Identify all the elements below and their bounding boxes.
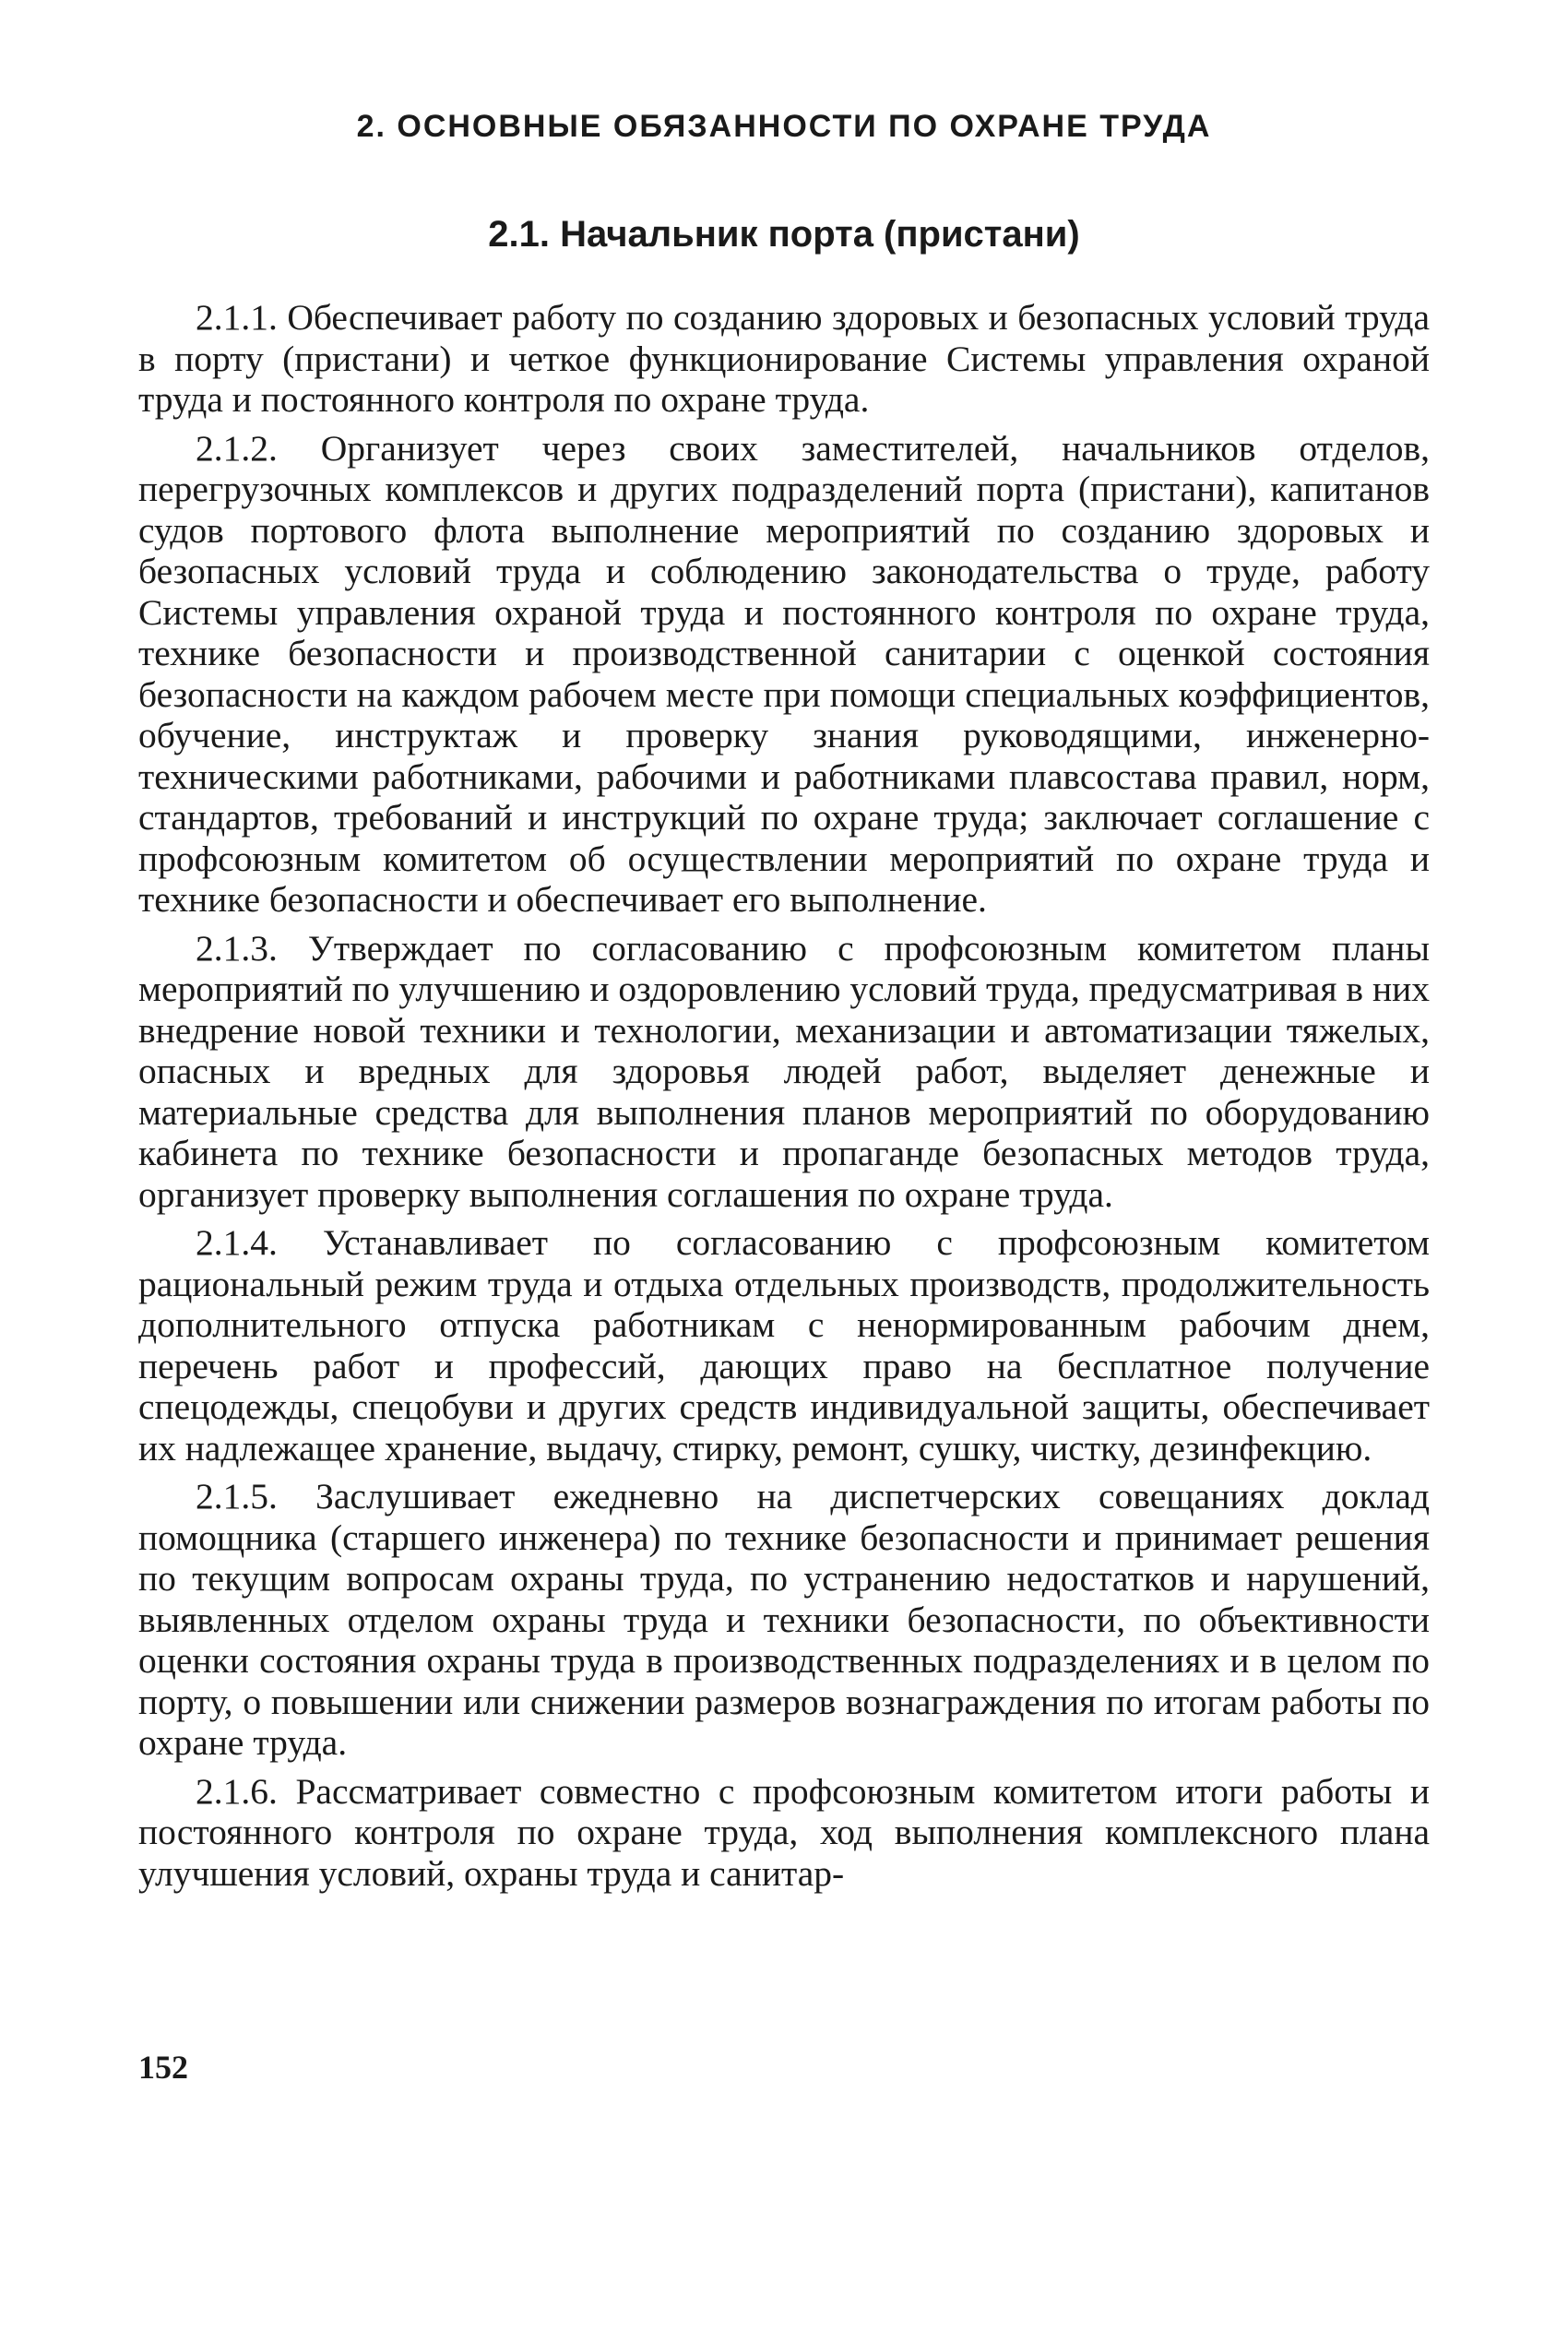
paragraph-2-1-3: 2.1.3. Утверждает по согласованию с профсоюзным комитетом планы мероприятий по улучшению и оздоровлению условий труда, предусматривая в них внедрение новой техники и технологии, механизации и автоматизации тяжелых, опасных и вредных для здоровья людей работ, выделяет денежные и материальные средства для выполнения планов мероприятий по оборудованию кабинета по технике безопасности и пропаганде безопасных методов труда, организует проверку выполнения соглашения по охране труда. <box>138 927 1430 1215</box>
paragraph-2-1-4: 2.1.4. Устанавливает по согласованию с профсоюзным комитетом рациональный режим труда и отдыха отдельных производств, продолжительность дополнительного отпуска работникам с ненормированным рабочим днем, перечень работ и профессий, дающих право на бесплатное получение спецодежды, спецобуви и других средств индивидуальной защиты, обеспечивает их надлежащее хранение, выдачу, стирку, ремонт, сушку, чистку, дезинфекцию. <box>138 1222 1430 1469</box>
page-number: 152 <box>138 2049 188 2086</box>
paragraph-2-1-1: 2.1.1. Обеспечивает работу по созданию здоровых и безопасных условий труда в порту (пристани) и четкое функционирование Системы управления охраной труда и постоянного контроля по охране труда. <box>138 297 1430 420</box>
paragraph-2-1-5: 2.1.5. Заслушивает ежедневно на диспетчерских совещаниях доклад помощника (старшего инженера) по технике безопасности и принимает решения по текущим вопросам охраны труда, по устранению недостатков и нарушений, выявленных отделом охраны труда и техники безопасности, по объективности оценки состояния охраны труда в производственных подразделениях и в целом по порту, о повышении или снижении размеров вознаграждения по итогам работы по охране труда. <box>138 1476 1430 1763</box>
body-text <box>138 297 1430 1894</box>
document-page <box>138 0 1430 2331</box>
chapter-title: 2. ОСНОВНЫЕ ОБЯЗАННОСТИ ПО ОХРАНЕ ТРУДА <box>356 109 1212 144</box>
paragraph-2-1-2: 2.1.2. Организует через своих заместителей, начальников отделов, перегрузочных комплексов и других подразделений порта (пристани), капитанов судов портового флота выполнение мероприятий по созданию здоровых и безопасных условий труда и соблюдению законодательства о труде, работу Системы управления охраной труда и постоянного контроля по охране труда, технике безопасности и производственной санитарии с оценкой состояния безопасности на каждом рабочем месте при помощи специальных коэффициентов, обучение, инструктаж и проверку знания руководящими, инженерно-техническими работниками, рабочими и работниками плавсостава правил, норм, стандартов, требований и инструкций по охране труда; заключает соглашение с профсоюзным комитетом об осуществлении мероприятий по охране труда и технике безопасности и обеспечивает его выполнение. <box>138 427 1430 920</box>
section-title: 2.1. Начальник порта (пристани) <box>488 214 1080 255</box>
paragraph-2-1-6: 2.1.6. Рассматривает совместно с профсоюзным комитетом итоги работы и постоянного контроля по охране труда, ход выполнения комплексного плана улучшения условий, охраны труда и санитар- <box>138 1770 1430 1894</box>
